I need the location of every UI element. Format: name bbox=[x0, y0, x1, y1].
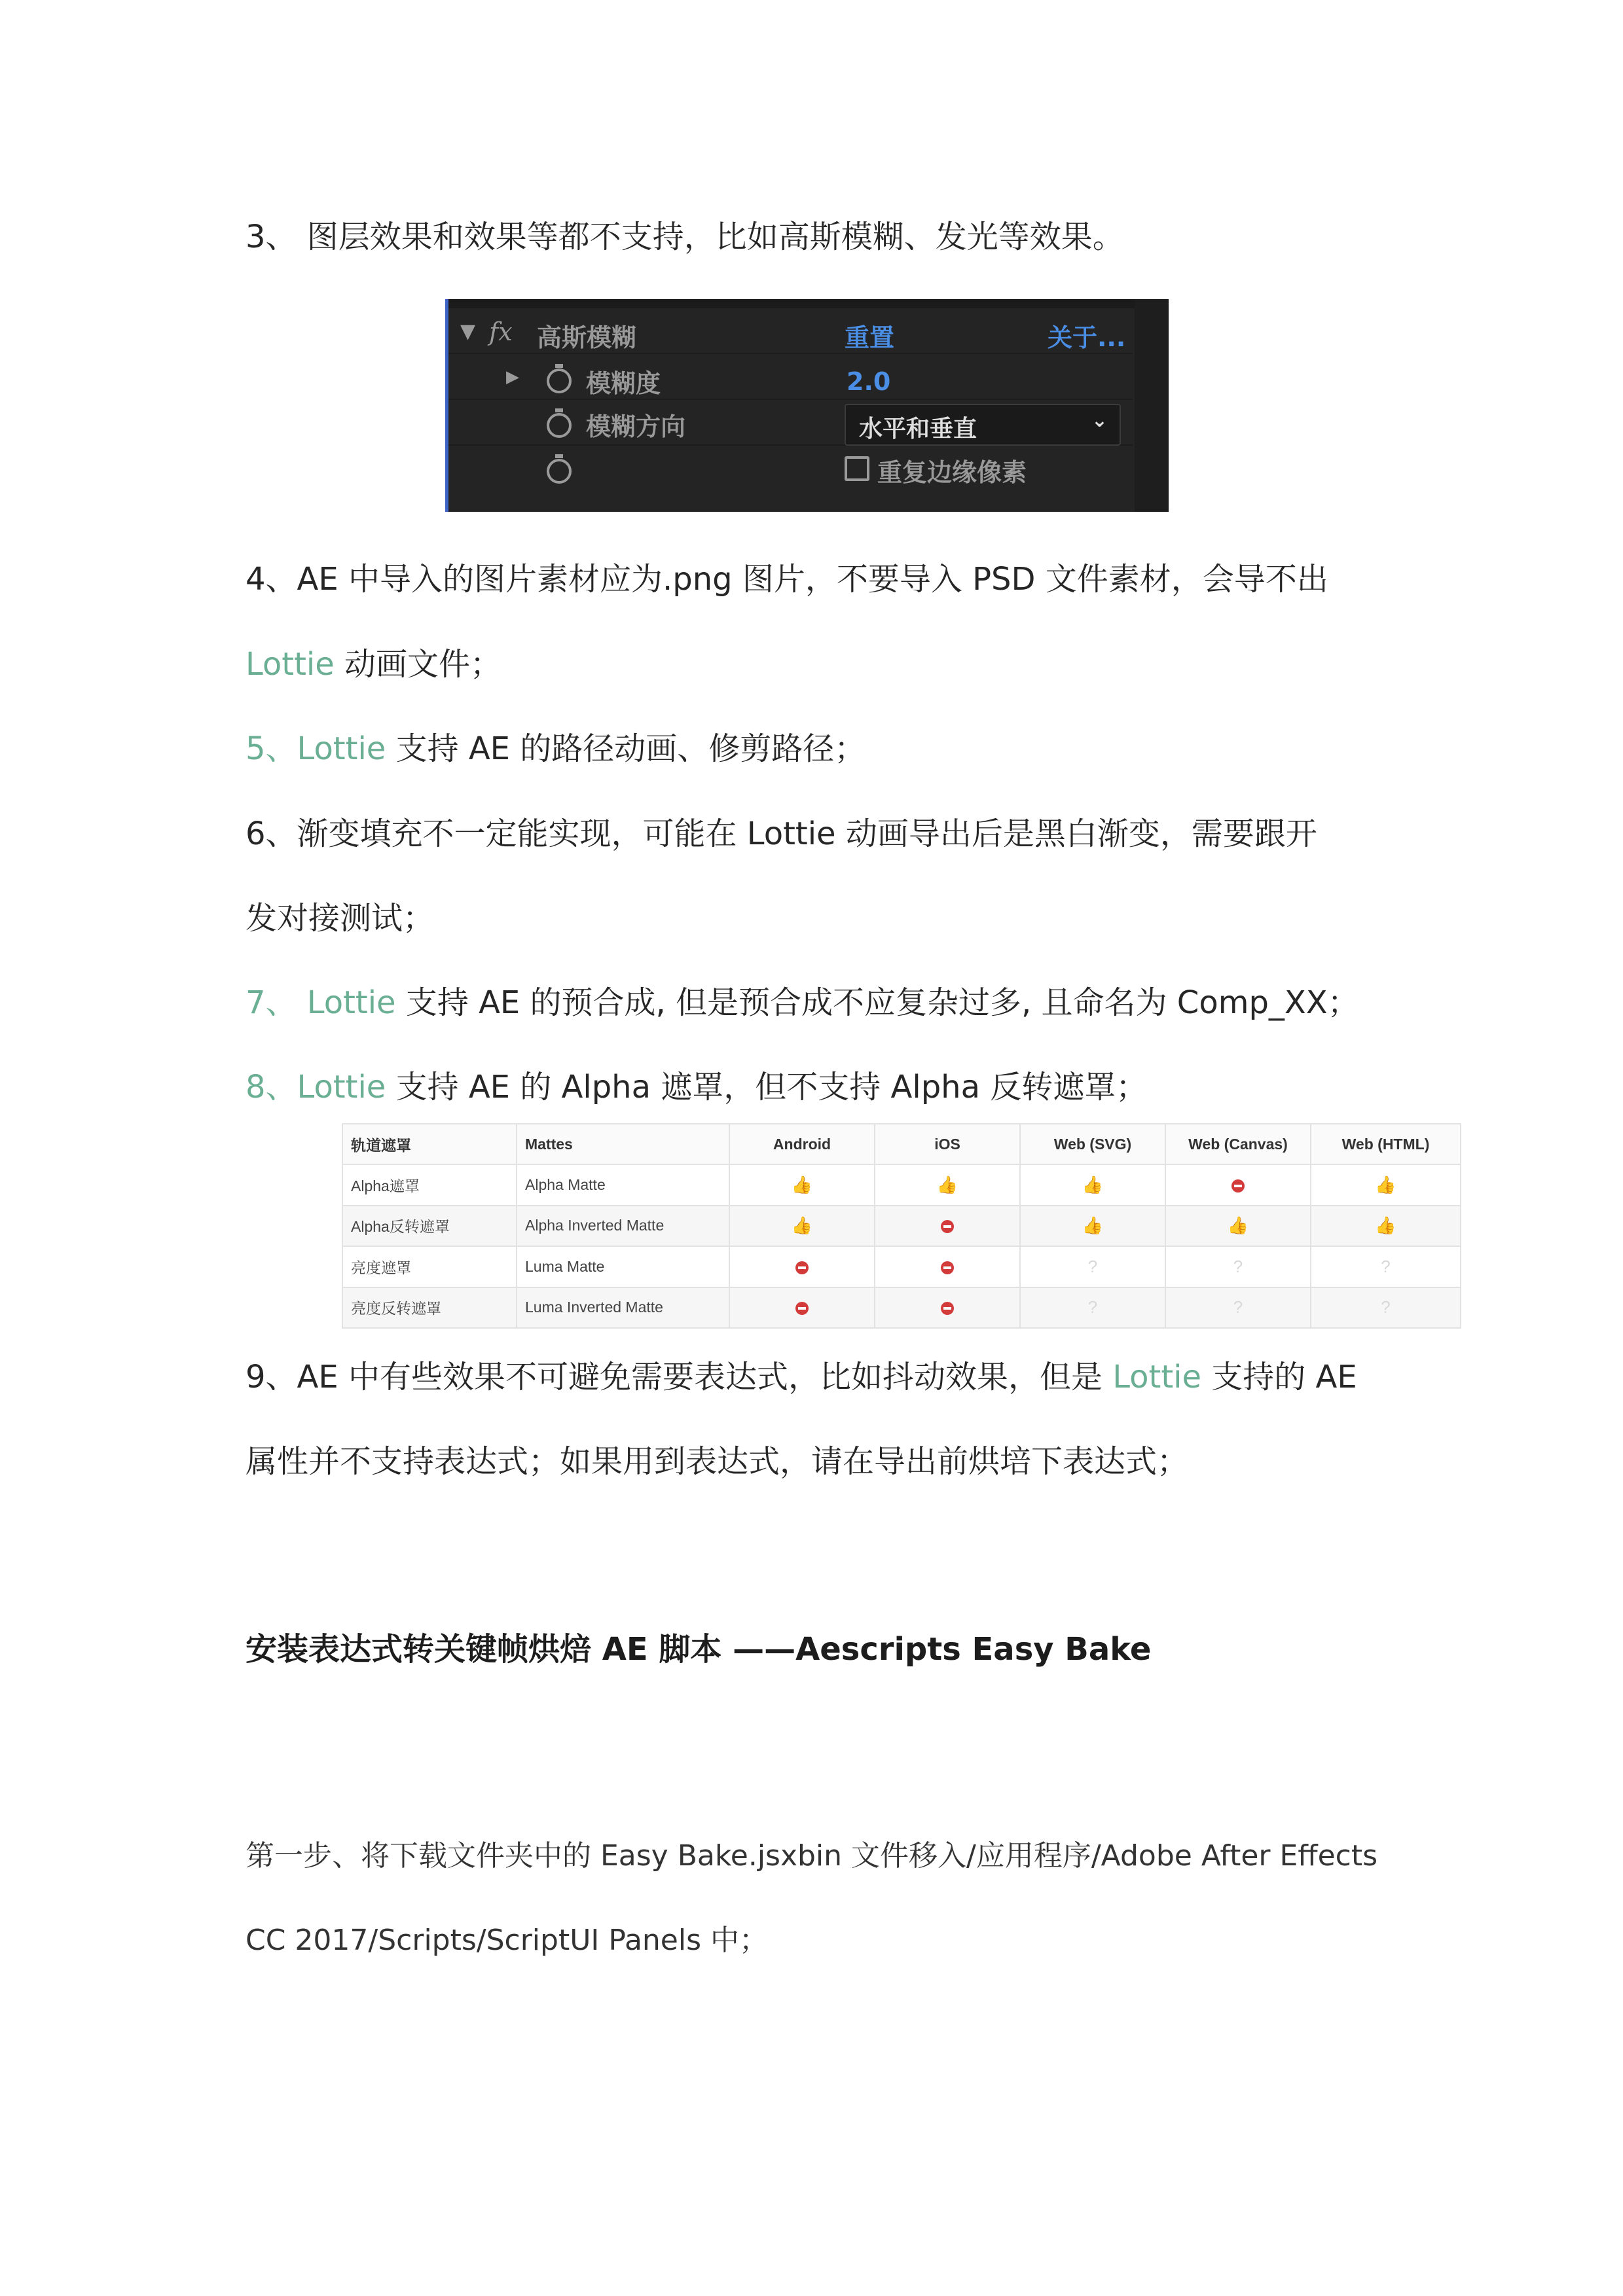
support-cell bbox=[1311, 1287, 1461, 1329]
question-mark-icon: ? bbox=[1087, 1297, 1098, 1318]
question-mark-icon: ? bbox=[1233, 1256, 1243, 1276]
support-cell bbox=[1165, 1206, 1311, 1247]
item-7-rest: 支持 AE 的预合成, 但是预合成不应复杂过多, 且命名为 Comp_XX； bbox=[395, 984, 1359, 1021]
item-9-pre: 9、AE 中有些效果不可避免需要表达式，比如抖动效果，但是 bbox=[246, 1359, 1113, 1395]
stopwatch-icon[interactable] bbox=[547, 413, 572, 438]
table-row bbox=[342, 1164, 1461, 1206]
repeat-edge-checkbox[interactable] bbox=[845, 456, 869, 481]
column-header: Web (Canvas) bbox=[1165, 1124, 1311, 1164]
thumbs-up-icon: 👍 bbox=[1082, 1174, 1104, 1194]
repeat-edge-label: 重复边缘像素 bbox=[877, 458, 1027, 487]
stopwatch-icon[interactable] bbox=[547, 368, 572, 393]
support-cell bbox=[875, 1246, 1020, 1287]
step-1-text-line1: 第一步、将下载文件夹中的 Easy Bake.jsxbin 文件移入/应用程序/Adobe After Effects bbox=[246, 1839, 1378, 1873]
item-8-highlight: 8、Lottie bbox=[246, 1069, 386, 1105]
about-link[interactable]: 关于... bbox=[1048, 323, 1126, 352]
no-entry-icon bbox=[941, 1220, 954, 1233]
table-row bbox=[342, 1206, 1461, 1247]
lottie-highlight: Lottie bbox=[1112, 1359, 1202, 1395]
support-cell bbox=[1311, 1246, 1461, 1287]
no-entry-icon bbox=[795, 1302, 809, 1315]
support-cell bbox=[1165, 1246, 1311, 1287]
matte-en-name: Luma Inverted Matte bbox=[517, 1287, 729, 1329]
collapse-triangle-icon: ▼ bbox=[460, 320, 476, 343]
panel-right-strip bbox=[1135, 299, 1169, 512]
support-cell bbox=[1165, 1287, 1311, 1329]
chevron-down-icon: ⌄ bbox=[1091, 409, 1108, 432]
table-header-row bbox=[342, 1124, 1461, 1164]
item-3-text: 3、 图层效果和效果等都不支持，比如高斯模糊、发光等效果。 bbox=[246, 219, 1124, 255]
thumbs-up-icon: 👍 bbox=[936, 1174, 958, 1194]
thumbs-up-icon: 👍 bbox=[1375, 1174, 1396, 1194]
matte-en-name: Luma Matte bbox=[517, 1246, 729, 1287]
item-9-post: 支持的 AE bbox=[1201, 1359, 1357, 1395]
expand-triangle-icon[interactable]: ▶ bbox=[506, 367, 519, 387]
lottie-highlight: Lottie bbox=[246, 646, 335, 683]
item-9-text-line1 bbox=[246, 1357, 1357, 1397]
support-cell bbox=[729, 1287, 875, 1329]
support-cell bbox=[1165, 1164, 1311, 1206]
support-cell bbox=[875, 1206, 1020, 1247]
question-mark-icon: ? bbox=[1381, 1256, 1391, 1276]
section-heading: 安装表达式转关键帧烘焙 AE 脚本 ——Aescripts Easy Bake bbox=[246, 1631, 1152, 1668]
support-cell bbox=[729, 1206, 875, 1247]
blurriness-value[interactable]: 2.0 bbox=[847, 367, 891, 396]
matte-support-table bbox=[342, 1123, 1461, 1329]
ae-effect-panel-image bbox=[445, 299, 1169, 512]
no-entry-icon bbox=[795, 1261, 809, 1274]
item-4-text-line2 bbox=[246, 645, 501, 684]
column-header: iOS bbox=[875, 1124, 1020, 1164]
matte-cn-name: Alpha反转遮罩 bbox=[342, 1206, 517, 1247]
support-cell bbox=[1020, 1246, 1165, 1287]
item-5-highlight: 5、Lottie bbox=[246, 730, 386, 767]
table-row bbox=[342, 1287, 1461, 1329]
matte-cn-name: 亮度遮罩 bbox=[342, 1246, 517, 1287]
thumbs-up-icon: 👍 bbox=[1227, 1215, 1249, 1236]
item-8-rest: 支持 AE 的 Alpha 遮罩，但不支持 Alpha 反转遮罩； bbox=[386, 1069, 1148, 1105]
panel-top-strip bbox=[448, 299, 1169, 308]
item-4-rest: 动画文件； bbox=[334, 646, 502, 683]
thumbs-up-icon: 👍 bbox=[1082, 1215, 1104, 1236]
effect-name: 高斯模糊 bbox=[537, 323, 637, 352]
support-cell bbox=[729, 1246, 875, 1287]
blurriness-label: 模糊度 bbox=[586, 369, 661, 398]
item-7-highlight: 7、 Lottie bbox=[246, 984, 396, 1021]
question-mark-icon: ? bbox=[1087, 1256, 1098, 1276]
support-cell bbox=[875, 1287, 1020, 1329]
item-5-text bbox=[246, 729, 866, 768]
item-4-text-line1: 4、AE 中导入的图片素材应为.png 图片，不要导入 PSD 文件素材，会导不出 bbox=[246, 561, 1328, 598]
item-7-text bbox=[246, 983, 1359, 1022]
support-cell bbox=[875, 1164, 1020, 1206]
no-entry-icon bbox=[1231, 1179, 1245, 1193]
support-cell bbox=[1020, 1164, 1165, 1206]
thumbs-up-icon: 👍 bbox=[791, 1215, 813, 1236]
thumbs-up-icon: 👍 bbox=[791, 1174, 813, 1194]
fx-icon: fx bbox=[489, 317, 513, 346]
support-cell bbox=[729, 1164, 875, 1206]
question-mark-icon: ? bbox=[1233, 1297, 1243, 1318]
item-5-rest: 支持 AE 的路径动画、修剪路径； bbox=[386, 730, 866, 767]
support-cell bbox=[1020, 1287, 1165, 1329]
support-cell bbox=[1311, 1164, 1461, 1206]
no-entry-icon bbox=[941, 1302, 954, 1315]
effect-header-row bbox=[448, 308, 1133, 354]
matte-cn-name: Alpha遮罩 bbox=[342, 1164, 517, 1206]
reset-link[interactable]: 重置 bbox=[845, 323, 895, 352]
matte-en-name: Alpha Inverted Matte bbox=[517, 1206, 729, 1247]
table-row bbox=[342, 1246, 1461, 1287]
column-header: 轨道遮罩 bbox=[342, 1124, 517, 1164]
column-header: Mattes bbox=[517, 1124, 729, 1164]
question-mark-icon: ? bbox=[1381, 1297, 1391, 1318]
blur-direction-label: 模糊方向 bbox=[586, 412, 686, 441]
item-6-text-line1: 6、渐变填充不一定能实现，可能在 Lottie 动画导出后是黑白渐变，需要跟开 bbox=[246, 816, 1317, 852]
column-header: Web (HTML) bbox=[1311, 1124, 1461, 1164]
item-6-text-line2: 发对接测试； bbox=[246, 900, 435, 937]
support-cell bbox=[1311, 1206, 1461, 1247]
matte-cn-name: 亮度反转遮罩 bbox=[342, 1287, 517, 1329]
support-cell bbox=[1020, 1206, 1165, 1247]
blur-direction-dropdown[interactable] bbox=[845, 404, 1121, 446]
thumbs-up-icon: 👍 bbox=[1375, 1215, 1396, 1236]
blurriness-row bbox=[448, 354, 1133, 400]
stopwatch-icon[interactable] bbox=[547, 459, 572, 484]
item-9-text-line2: 属性并不支持表达式；如果用到表达式，请在导出前烘培下表达式； bbox=[246, 1443, 1189, 1480]
column-header: Web (SVG) bbox=[1020, 1124, 1165, 1164]
no-entry-icon bbox=[941, 1261, 954, 1274]
column-header: Android bbox=[729, 1124, 875, 1164]
dropdown-value: 水平和垂直 bbox=[859, 416, 977, 442]
step-1-text-line2: CC 2017/Scripts/ScriptUI Panels 中； bbox=[246, 1924, 768, 1957]
item-8-text bbox=[246, 1067, 1147, 1107]
matte-en-name: Alpha Matte bbox=[517, 1164, 729, 1206]
repeat-edge-row bbox=[448, 446, 1133, 490]
